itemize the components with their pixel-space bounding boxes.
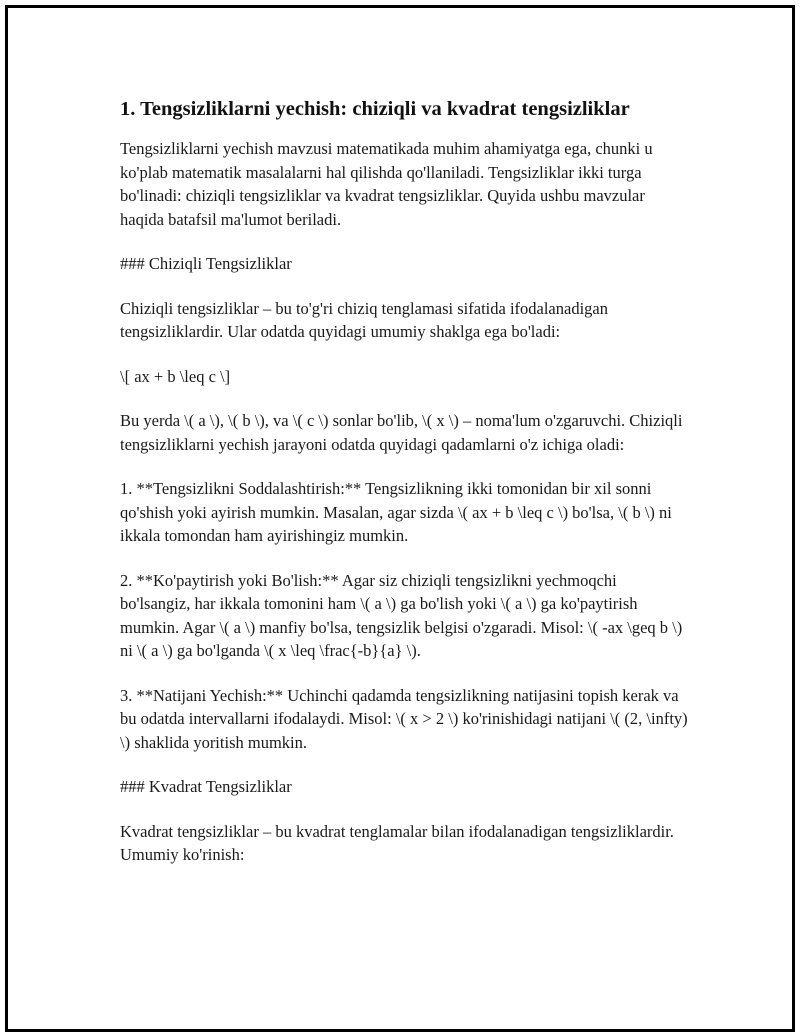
- quadratic-definition-paragraph: Kvadrat tengsizliklar – bu kvadrat tenglamalar bilan ifodalanadigan tengsizliklardir. Umumiy ko'rinish:: [120, 821, 674, 864]
- linear-definition-paragraph: Chiziqli tengsizliklar – bu to'g'ri chiziq tenglamasi sifatida ifodalanadigan tengsizliklardir. Ular odatda quyidagi umumiy shaklga ega bo'ladi:: [120, 298, 608, 341]
- section-heading-quadratic: ### Kvadrat Tengsizliklar: [120, 777, 292, 796]
- step-1-paragraph: 1. **Tengsizlikni Soddalashtirish:** Tengsizlikning ikki tomonidan bir xil sonni qo'shish yoki ayirish mumkin. Masalan, agar sizda \( ax + b \leq c \) bo'lsa, \( b \) ni ikkala tomondan ham ayirishingiz mumkin.: [120, 479, 672, 545]
- section-heading-linear: ### Chiziqli Tengsizliklar: [120, 254, 292, 273]
- linear-formula: \[ ax + b \leq c \]: [120, 366, 231, 386]
- page-frame: [5, 5, 795, 1032]
- document-body: [120, 95, 690, 888]
- variables-paragraph: Bu yerda \( a \), \( b \), va \( c \) sonlar bo'lib, \( x \) – noma'lum o'zgaruvchi. Chiziqli tengsizliklarni yechish jarayoni odatda quyidagi qadamlarni o'z ichiga oladi:: [120, 411, 683, 454]
- intro-paragraph: Tengsizliklarni yechish mavzusi matematikada muhim ahamiyatga ega, chunki u ko'plab matematik masalalarni hal qilishda qo'llaniladi. Tengsizliklar ikki turga bo'linadi: chiziqli tengsizliklar va kvadrat tengsizliklar. Quyida ushbu mavzular haqida batafsil ma'lumot beriladi.: [120, 139, 653, 229]
- document-title: 1. Tengsizliklarni yechish: chiziqli va kvadrat tengsizliklar: [120, 98, 630, 120]
- step-2-paragraph: 2. **Ko'paytirish yoki Bo'lish:** Agar siz chiziqli tengsizlikni yechmoqchi bo'lsangiz, har ikkala tomonini ham \( a \) ga bo'lish yoki \( a \) ga ko'paytirish mumkin. Agar \( a \) manfiy bo'lsa, tengsizlik belgisi o'zgaradi. Misol: \( -ax \geq b \) ni \( a \) ga bo'lganda \( x \leq \frac{-b}{a} \).: [120, 570, 683, 660]
- step-3-paragraph: 3. **Natijani Yechish:** Uchinchi qadamda tengsizlikning natijasini topish kerak va bu odatda intervallarni ifodalaydi. Misol: \( x > 2 \) ko'rinishidagi natijani \( (2, \infty) \) shaklida yoritish mumkin.: [120, 685, 688, 752]
